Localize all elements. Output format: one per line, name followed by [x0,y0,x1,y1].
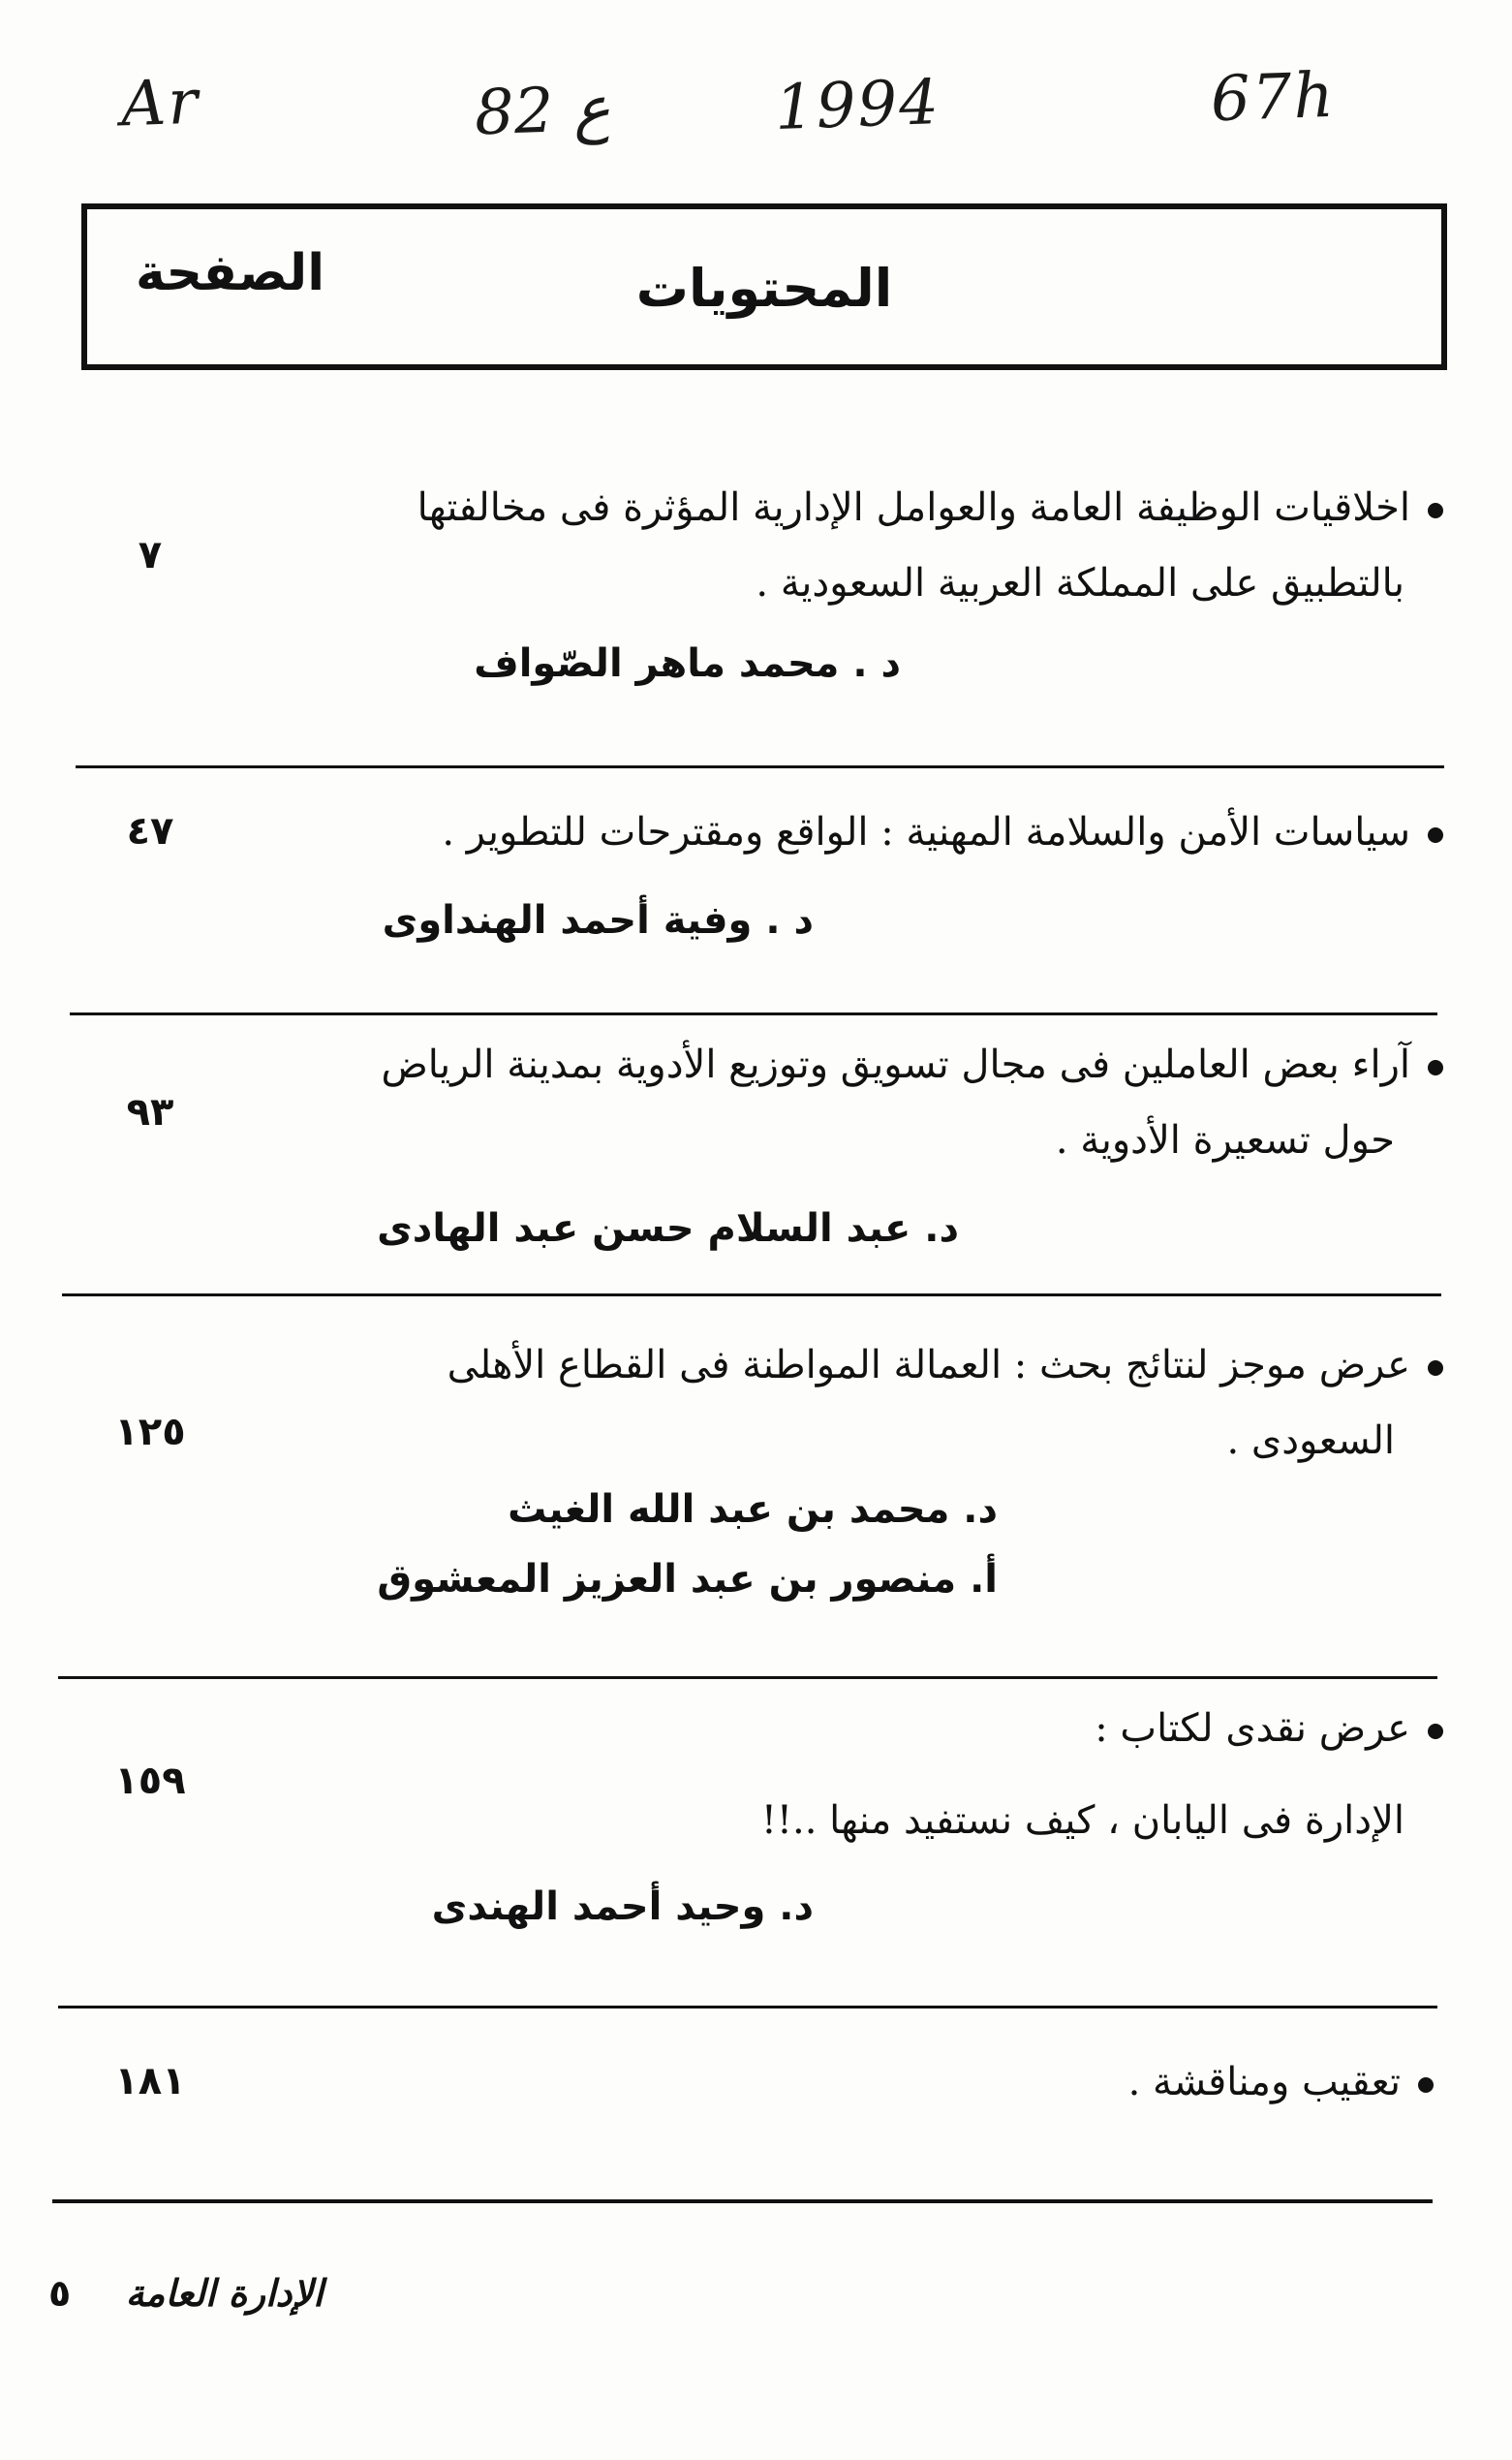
entry-5-title-line-2: الإدارة فى اليابان ، كيف نستفيد منها ..!! [760,1798,1404,1843]
contents-header-box [81,203,1447,370]
toc-entry-4 [58,1342,1443,1623]
divider-5 [58,2006,1437,2008]
page-column-label: الصفحة [136,244,325,302]
entry-4-title-line-1: عرض موجز لنتائج بحث : العمالة المواطنة فى القطاع الأهلى [447,1342,1443,1388]
divider-6 [52,2199,1433,2203]
bullet-icon [1418,2077,1434,2093]
toc-entry-1 [58,484,1443,756]
entry-4-author-1: د. محمد بن عبد الله الغيث [508,1487,998,1532]
journal-name: الإدارة العامة [125,2272,324,2315]
divider-2 [70,1012,1437,1015]
entry-3-title-line-1: آراء بعض العاملين فى مجال تسويق وتوزيع الأدوية بمدينة الرياض [381,1042,1443,1088]
entry-1-title-line-2: بالتطبيق على المملكة العربية السعودية . [756,561,1404,606]
bullet-icon [1428,1724,1443,1739]
bullet-icon [1428,1060,1443,1075]
footer-page-number: ٥ [48,2272,72,2315]
entry-5-author-1: د. وحيد أحمد الهندى [431,1884,814,1929]
toc-entry-3 [58,1042,1443,1284]
handwritten-note-3: 1994 [773,67,942,144]
entry-5-title-line-1: عرض نقدى لكتاب : [1095,1705,1443,1752]
entry-5-page: ١٥٩ [114,1759,186,1803]
entry-4-page: ١٢٥ [114,1410,186,1454]
divider-3 [62,1293,1441,1296]
page-footer [48,2272,324,2315]
entry-3-author-1: د. عبد السلام حسن عبد الهادى [377,1206,959,1251]
toc-entry-2 [58,809,1443,983]
entry-4-title-line-2: السعودى . [1226,1418,1395,1463]
bullet-icon [1428,827,1443,843]
bullet-icon [1428,503,1443,518]
divider-1 [76,765,1444,768]
handwritten-note-1: Ar [119,66,201,141]
entry-1-title-line-1: اخلاقيات الوظيفة العامة والعوامل الإدارية المؤثرة فى مخالفتها [417,484,1443,531]
contents-title: المحتويات [635,258,893,319]
entry-2-author-1: د . وفية أحمد الهنداوى [382,898,814,943]
handwritten-note-4: 67h [1209,59,1337,137]
toc-entry-6 [58,2059,1443,2136]
entry-2-page: ٤٧ [126,809,174,854]
entry-1-page: ٧ [138,533,163,577]
divider-4 [58,1676,1437,1679]
entry-3-page: ٩٣ [126,1090,174,1135]
entry-2-title-line-1: سياسات الأمن والسلامة المهنية : الواقع ومقترحات للتطوير . [442,809,1443,856]
entry-6-title-line-1: تعقيب ومناقشة . [1128,2059,1434,2105]
entry-6-page: ١٨١ [114,2059,186,2103]
bullet-icon [1428,1360,1443,1376]
handwritten-note-2: 82 ع [473,73,612,150]
entry-3-title-line-2: حول تسعيرة الأدوية . [1055,1118,1395,1163]
toc-entry-5 [58,1705,1443,1957]
entry-1-author-1: د . محمد ماهر الصّواف [474,641,901,686]
entry-4-author-2: أ. منصور بن عبد العزيز المعشوق [377,1557,998,1602]
